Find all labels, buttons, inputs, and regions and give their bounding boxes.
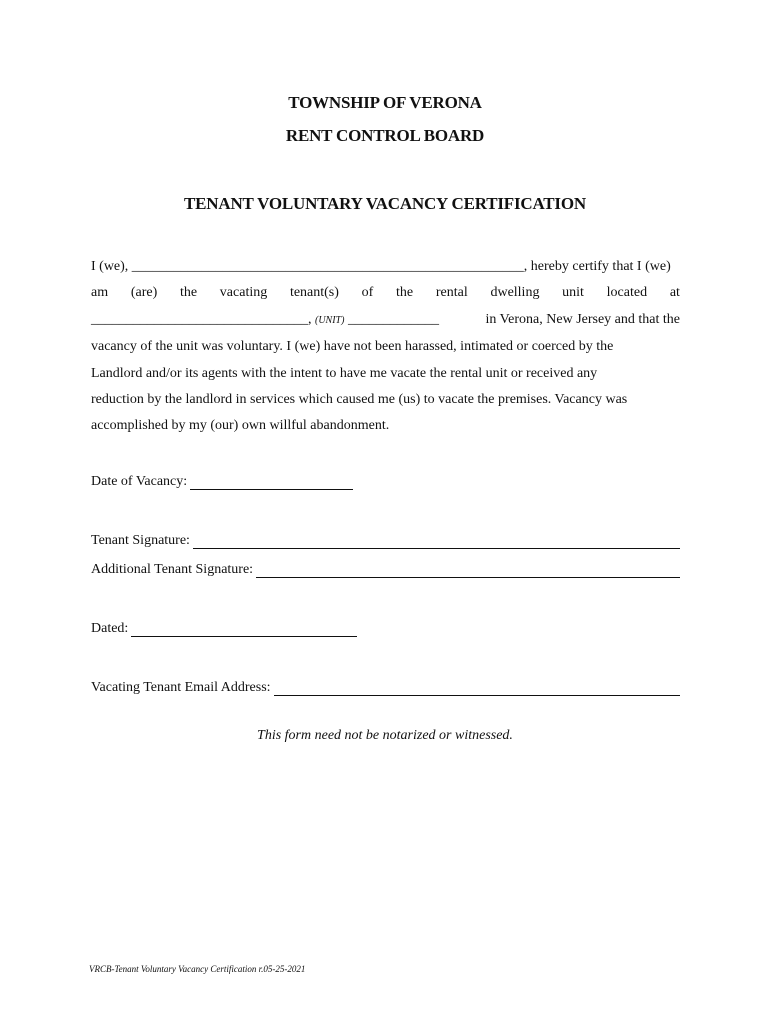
tenant-signature-label: Tenant Signature:	[91, 533, 190, 548]
form-footer: VRCB-Tenant Voluntary Vacancy Certification r.05-25-2021	[89, 964, 306, 974]
paragraph-line-6: reduction by the landlord in services which caused me (us) to vacate the premises. Vacancy was	[91, 392, 628, 408]
date-of-vacancy-label: Date of Vacancy:	[91, 474, 188, 489]
notary-note: This form need not be notarized or witnessed.	[257, 728, 513, 743]
location-text: in Verona, New Jersey and that the	[485, 311, 680, 327]
word: located	[606, 285, 648, 301]
word: am	[91, 285, 109, 301]
dated-field[interactable]	[91, 621, 357, 637]
tenant-signature-field[interactable]	[91, 533, 680, 549]
email-field[interactable]	[91, 680, 680, 696]
tenant-signature-line[interactable]	[193, 534, 680, 549]
word: at	[669, 285, 680, 301]
board-heading: RENT CONTROL BOARD	[285, 126, 485, 145]
word: vacating	[219, 285, 268, 301]
dated-label: Dated:	[91, 621, 129, 636]
form-title: TENANT VOLUNTARY VACANCY CERTIFICATION	[184, 194, 586, 213]
additional-signature-label: Additional Tenant Signature:	[91, 562, 254, 577]
paragraph-line-5: Landlord and/or its agents with the intent to have me vacate the rental unit or received any	[91, 365, 598, 381]
paragraph-line-1	[91, 254, 680, 280]
paragraph-line-7: accomplished by my (our) own willful abandonment.	[91, 418, 390, 434]
word: unit	[562, 285, 584, 301]
word: of	[361, 285, 374, 301]
word: the	[396, 285, 414, 301]
name-line-text: I (we), ________________________________________________________, hereby certify that I (we)	[91, 259, 671, 274]
word: tenant(s)	[289, 285, 339, 301]
date-of-vacancy-line[interactable]	[190, 475, 353, 490]
unit-label: (UNIT)	[315, 314, 345, 326]
paragraph-line-4: vacancy of the unit was voluntary. I (we) have not been harassed, intimated or coerced by the	[91, 339, 614, 355]
date-of-vacancy-field[interactable]	[91, 474, 353, 490]
address-blank: _______________________________,	[91, 311, 312, 327]
certification-paragraph	[91, 254, 680, 440]
word: (are)	[130, 285, 158, 301]
email-line[interactable]	[274, 681, 680, 696]
word: rental	[435, 285, 468, 301]
paragraph-line-3	[91, 307, 680, 334]
email-label: Vacating Tenant Email Address:	[91, 680, 271, 695]
paragraph-line-2	[91, 280, 680, 306]
dated-line[interactable]	[131, 622, 357, 637]
unit-blank: _____________	[347, 311, 439, 327]
additional-signature-field[interactable]	[91, 562, 680, 578]
township-heading: TOWNSHIP OF VERONA	[288, 93, 482, 112]
additional-signature-line[interactable]	[256, 563, 680, 578]
word: dwelling	[490, 285, 540, 301]
word: the	[179, 285, 198, 301]
